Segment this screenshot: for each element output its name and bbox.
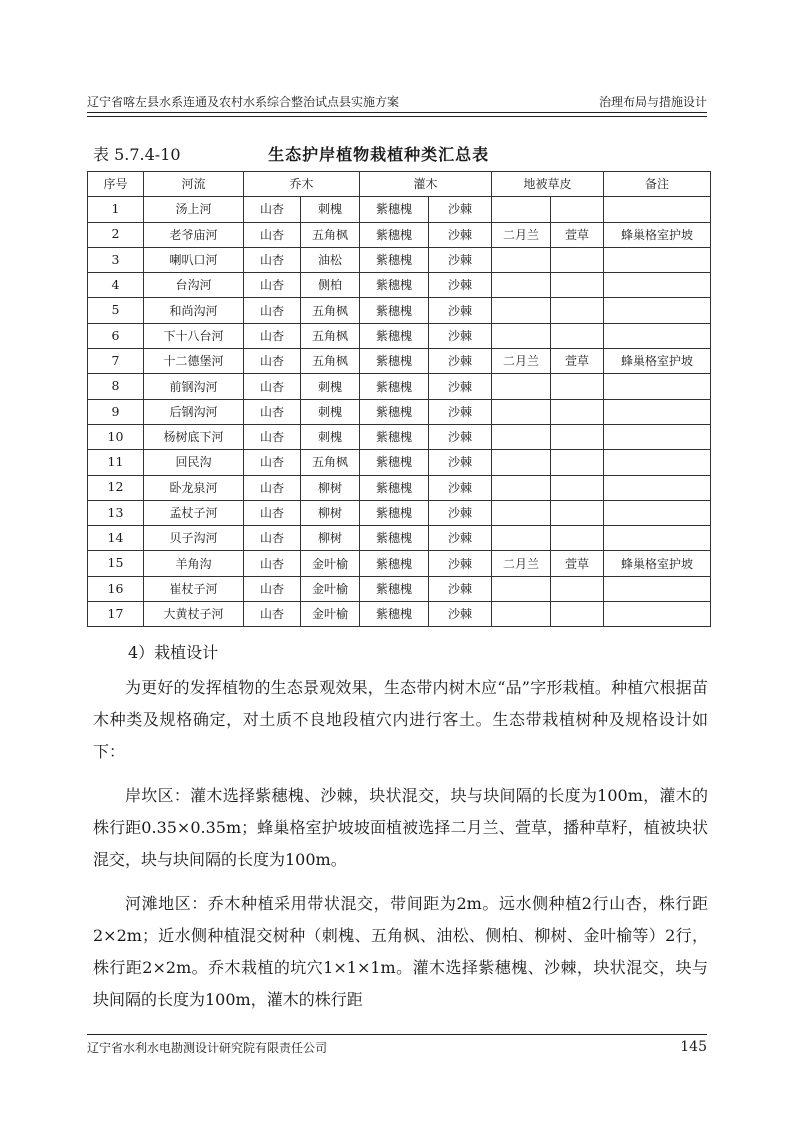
table-row [88,475,711,500]
shrub-species-1: 紫穗槐 [360,602,429,627]
tree-species-1: 山杏 [244,602,301,627]
tree-species-1: 山杏 [244,222,301,247]
row-index: 11 [88,450,144,475]
paragraph-floodplain-zone: 河滩地区：乔木种植采用带状混交，带间距为2m。远水侧种植2行山杏，株行距 2×2m；近水侧种植混交树种（刺槐、五角枫、油松、侧柏、柳树、金叶榆等）2行，株行距2×2m。乔木栽植的坑穴1×1×1m。灌木选择紫穗槐、沙棘，块状混交，块与块间隔的长度为100m，灌木的株行距 [93,894,708,1009]
grass-species-1 [492,500,551,525]
row-note [604,526,711,551]
grass-species-2 [551,247,604,272]
river-name: 贝子沟河 [144,526,244,551]
shrub-species-1: 紫穗槐 [360,576,429,601]
row-note [604,273,711,298]
tree-species-2: 五角枫 [301,222,360,247]
tree-species-2: 侧柏 [301,273,360,298]
river-name: 喇叭口河 [144,247,244,272]
header-rule-thin [87,116,707,117]
shrub-species-2: 沙棘 [429,602,492,627]
shrub-species-2: 沙棘 [429,475,492,500]
table-row [88,374,711,399]
tree-species-1: 山杏 [244,424,301,449]
table-row [88,450,711,475]
row-note [604,323,711,348]
row-index: 8 [88,374,144,399]
tree-species-1: 山杏 [244,374,301,399]
river-name: 和尚沟河 [144,298,244,323]
paragraph-bank-zone: 岸坎区：灌木选择紫穗槐、沙棘，块状混交，块与块间隔的长度为100m，灌木的株行距0.35×0.35m；蜂巢格室护坡坡面植被选择二月兰、萱草，播种草籽，植被块状混交，块与块间隔的长度为100m。 [93,786,708,869]
tree-species-2: 五角枫 [301,450,360,475]
table-number: 表 5.7.4-10 [93,145,181,164]
river-name: 下十八台河 [144,323,244,348]
header-rule [87,112,707,113]
header-index: 序号 [88,172,144,197]
table-body [88,197,711,627]
tree-species-1: 山杏 [244,197,301,222]
tree-species-2: 金叶榆 [301,551,360,576]
table-title: 生态护岸植物栽植种类汇总表 [268,145,490,164]
river-name: 回民沟 [144,450,244,475]
row-index: 4 [88,273,144,298]
grass-species-1 [492,602,551,627]
grass-species-2 [551,602,604,627]
grass-species-1 [492,197,551,222]
planting-summary-table [87,171,711,627]
table-header-row [88,172,711,197]
shrub-species-2: 沙棘 [429,273,492,298]
shrub-species-2: 沙棘 [429,551,492,576]
shrub-species-2: 沙棘 [429,576,492,601]
table-row [88,551,711,576]
tree-species-2: 油松 [301,247,360,272]
table-row [88,273,711,298]
shrub-species-1: 紫穗槐 [360,450,429,475]
shrub-species-2: 沙棘 [429,374,492,399]
shrub-species-2: 沙棘 [429,450,492,475]
table-row [88,424,711,449]
row-note: 蜂巢格室护坡 [604,349,711,374]
header-tree: 乔木 [244,172,360,197]
tree-species-2: 刺槐 [301,374,360,399]
grass-species-1: 二月兰 [492,551,551,576]
table-row [88,298,711,323]
shrub-species-1: 紫穗槐 [360,197,429,222]
table-row [88,526,711,551]
tree-species-2: 金叶榆 [301,602,360,627]
grass-species-1 [492,475,551,500]
tree-species-1: 山杏 [244,273,301,298]
row-index: 3 [88,247,144,272]
row-note [604,247,711,272]
row-index: 14 [88,526,144,551]
row-index: 1 [88,197,144,222]
grass-species-2 [551,374,604,399]
page-footer [87,1039,707,1056]
river-name: 孟杖子河 [144,500,244,525]
grass-species-1 [492,273,551,298]
tree-species-1: 山杏 [244,298,301,323]
grass-species-1 [492,298,551,323]
shrub-species-2: 沙棘 [429,298,492,323]
river-name: 台沟河 [144,273,244,298]
shrub-species-1: 紫穗槐 [360,500,429,525]
row-note [604,602,711,627]
grass-species-1: 二月兰 [492,349,551,374]
table-row [88,500,711,525]
shrub-species-2: 沙棘 [429,424,492,449]
row-note [604,298,711,323]
page-number: 145 [680,1039,707,1055]
grass-species-2 [551,475,604,500]
grass-species-2 [551,576,604,601]
tree-species-2: 柳树 [301,475,360,500]
tree-species-1: 山杏 [244,500,301,525]
grass-species-2 [551,323,604,348]
section-heading: 4）栽植设计 [128,643,219,662]
header-document-title: 辽宁省喀左县水系连通及农村水系综合整治试点县实施方案 [87,95,400,109]
footer-rule [87,1034,707,1035]
river-name: 前钢沟河 [144,374,244,399]
row-index: 17 [88,602,144,627]
table-row [88,323,711,348]
row-index: 2 [88,222,144,247]
tree-species-2: 五角枫 [301,323,360,348]
shrub-species-2: 沙棘 [429,399,492,424]
shrub-species-1: 紫穗槐 [360,323,429,348]
header-grass: 地被草皮 [492,172,604,197]
row-index: 7 [88,349,144,374]
tree-species-2: 五角枫 [301,349,360,374]
table-caption [93,142,713,165]
tree-species-1: 山杏 [244,323,301,348]
river-name: 老爷庙河 [144,222,244,247]
grass-species-2 [551,197,604,222]
grass-species-2: 萱草 [551,551,604,576]
grass-species-1 [492,424,551,449]
shrub-species-1: 紫穗槐 [360,349,429,374]
table-row [88,197,711,222]
grass-species-2 [551,298,604,323]
grass-species-1 [492,526,551,551]
row-index: 10 [88,424,144,449]
tree-species-1: 山杏 [244,576,301,601]
row-note [604,500,711,525]
tree-species-1: 山杏 [244,475,301,500]
river-name: 大黄杖子河 [144,602,244,627]
grass-species-1 [492,323,551,348]
row-note [604,475,711,500]
shrub-species-2: 沙棘 [429,222,492,247]
table-row [88,247,711,272]
shrub-species-1: 紫穗槐 [360,424,429,449]
river-name: 十二德堡河 [144,349,244,374]
tree-species-2: 刺槐 [301,197,360,222]
tree-species-2: 刺槐 [301,399,360,424]
grass-species-2 [551,399,604,424]
row-index: 15 [88,551,144,576]
grass-species-1 [492,374,551,399]
tree-species-1: 山杏 [244,551,301,576]
row-index: 9 [88,399,144,424]
grass-species-1: 二月兰 [492,222,551,247]
grass-species-2 [551,500,604,525]
header-river: 河流 [144,172,244,197]
tree-species-2: 五角枫 [301,298,360,323]
row-index: 12 [88,475,144,500]
tree-species-1: 山杏 [244,399,301,424]
tree-species-2: 刺槐 [301,424,360,449]
tree-species-2: 柳树 [301,500,360,525]
tree-species-1: 山杏 [244,349,301,374]
row-note: 蜂巢格室护坡 [604,222,711,247]
row-index: 6 [88,323,144,348]
shrub-species-1: 紫穗槐 [360,247,429,272]
tree-species-1: 山杏 [244,526,301,551]
header-chapter-title: 治理布局与措施设计 [598,95,707,109]
shrub-species-2: 沙棘 [429,323,492,348]
row-note [604,424,711,449]
grass-species-1 [492,576,551,601]
row-note: 蜂巢格室护坡 [604,551,711,576]
shrub-species-2: 沙棘 [429,247,492,272]
grass-species-2: 萱草 [551,222,604,247]
grass-species-2: 萱草 [551,349,604,374]
tree-species-1: 山杏 [244,450,301,475]
shrub-species-1: 紫穗槐 [360,298,429,323]
row-index: 13 [88,500,144,525]
river-name: 后钢沟河 [144,399,244,424]
table-row [88,349,711,374]
row-note [604,374,711,399]
river-name: 羊角沟 [144,551,244,576]
table-row [88,576,711,601]
river-name: 汤上河 [144,197,244,222]
shrub-species-2: 沙棘 [429,197,492,222]
shrub-species-1: 紫穗槐 [360,399,429,424]
tree-species-2: 金叶榆 [301,576,360,601]
page-header [87,93,707,110]
row-index: 5 [88,298,144,323]
row-note [604,197,711,222]
grass-species-2 [551,450,604,475]
row-note [604,399,711,424]
grass-species-1 [492,399,551,424]
river-name: 崔杖子河 [144,576,244,601]
shrub-species-2: 沙棘 [429,349,492,374]
grass-species-1 [492,450,551,475]
row-note [604,450,711,475]
footer-organization: 辽宁省水利水电勘测设计研究院有限责任公司 [87,1041,328,1055]
shrub-species-1: 紫穗槐 [360,551,429,576]
shrub-species-2: 沙棘 [429,500,492,525]
header-note: 备注 [604,172,711,197]
grass-species-2 [551,526,604,551]
grass-species-2 [551,424,604,449]
paragraph-intro: 为更好的发挥植物的生态景观效果，生态带内树木应“品”字形栽植。种植穴根据苗木种类及规格确定，对土质不良地段植穴内进行客土。生态带栽植树种及规格设计如下： [93,678,708,761]
grass-species-1 [492,247,551,272]
shrub-species-1: 紫穗槐 [360,374,429,399]
table-row [88,602,711,627]
row-index: 16 [88,576,144,601]
river-name: 杨树底下河 [144,424,244,449]
shrub-species-1: 紫穗槐 [360,222,429,247]
header-shrub: 灌木 [360,172,492,197]
shrub-species-1: 紫穗槐 [360,273,429,298]
grass-species-2 [551,273,604,298]
table-row [88,222,711,247]
row-note [604,576,711,601]
tree-species-2: 柳树 [301,526,360,551]
shrub-species-1: 紫穗槐 [360,526,429,551]
river-name: 卧龙泉河 [144,475,244,500]
table-row [88,399,711,424]
shrub-species-1: 紫穗槐 [360,475,429,500]
tree-species-1: 山杏 [244,247,301,272]
shrub-species-2: 沙棘 [429,526,492,551]
